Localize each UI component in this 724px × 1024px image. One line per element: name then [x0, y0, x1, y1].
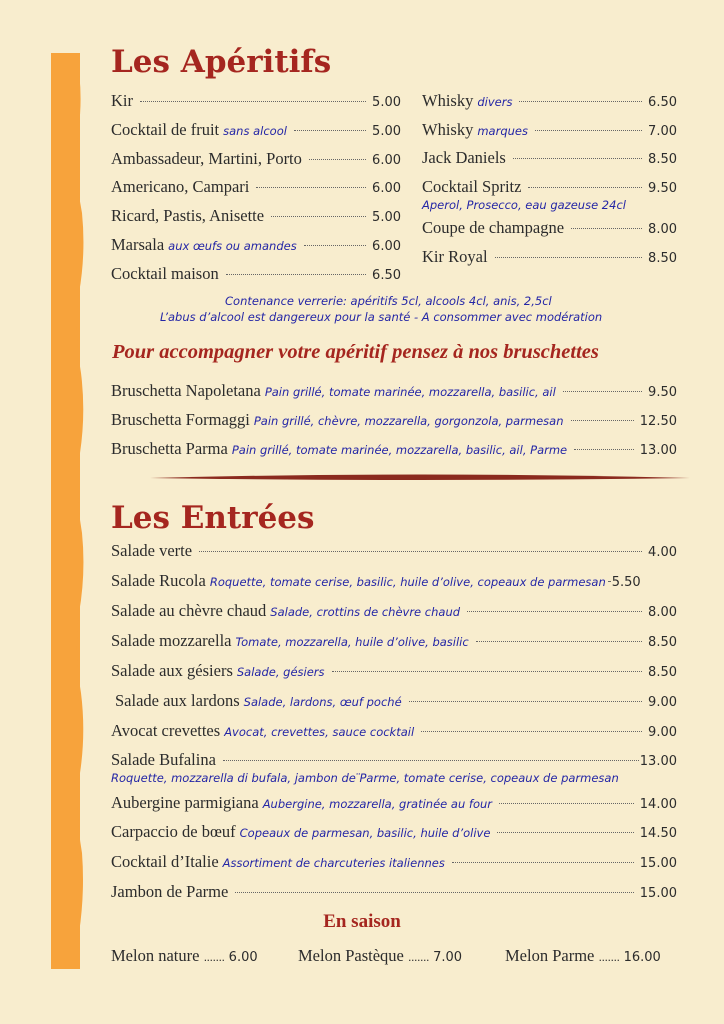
item-price: 14.50 [639, 826, 677, 841]
dot-leader [309, 159, 366, 160]
item-price: 5.00 [372, 210, 401, 225]
dot-leader [256, 187, 366, 188]
seasonal-item [111, 946, 258, 966]
menu-item [111, 177, 401, 197]
dot-leader [452, 862, 634, 863]
item-name: Whisky [422, 120, 474, 139]
item-name: Coupe de champagne [422, 218, 565, 237]
item-description: Assortiment de charcuteries italiennes [222, 856, 445, 870]
item-price: 4.00 [648, 545, 677, 560]
item-name: Salade aux gésiers [111, 661, 233, 680]
item-name: Avocat crevettes [111, 721, 221, 740]
menu-item [422, 247, 677, 267]
item-name: Cocktail maison [111, 264, 219, 283]
spritz-note: Aperol, Prosecco, eau gazeuse 24cl [422, 198, 626, 212]
menu-item [111, 661, 677, 681]
menu-item [111, 91, 401, 111]
menu-item [111, 541, 677, 561]
menu-item [111, 852, 677, 872]
dot-leader [563, 391, 642, 392]
menu-item [111, 793, 677, 813]
item-name: Melon nature [111, 946, 200, 965]
item-price: 8.50 [648, 251, 677, 266]
item-name: Salade au chèvre chaud [111, 601, 267, 620]
item-name: Bruschetta Napoletana [111, 381, 261, 400]
dot-leader [467, 611, 642, 612]
menu-item [111, 206, 401, 226]
item-price: 8.50 [648, 635, 677, 650]
item-price: 9.00 [648, 725, 677, 740]
item-description: Tomate, mozzarella, huile d’olive, basilic [235, 635, 469, 649]
dot-leader: ....... [598, 951, 620, 964]
item-name: Kir [111, 91, 133, 110]
item-price: 7.00 [433, 950, 463, 965]
item-price: 8.00 [648, 605, 677, 620]
item-price: 5.00 [372, 95, 401, 110]
alcohol-warning: L’abus d’alcool est dangereux pour la santé - A consommer avec modération [160, 310, 603, 324]
menu-item [111, 571, 677, 591]
item-price: 9.50 [648, 181, 677, 196]
menu-item [111, 410, 677, 430]
item-name: Cocktail de fruit [111, 120, 220, 139]
item-name: Whisky [422, 91, 474, 110]
saison-title: En saison [323, 911, 401, 932]
item-description: Salade, crottins de chèvre chaud [270, 605, 461, 619]
dot-leader [476, 641, 642, 642]
item-name: Salade verte [111, 541, 193, 560]
dot-leader [495, 257, 643, 258]
item-description: divers [477, 95, 513, 109]
item-name: Salade mozzarella [111, 631, 232, 650]
item-name: Salade aux lardons [115, 691, 240, 710]
dot-leader [571, 228, 642, 229]
dot-leader [304, 245, 366, 246]
bruschette-title: Pour accompagner votre apéritif pensez à nos bruschettes [112, 341, 599, 363]
item-name: Kir Royal [422, 247, 488, 266]
item-price: 5.00 [372, 124, 401, 139]
item-name: Americano, Campari [111, 177, 250, 196]
menu-item [111, 822, 677, 842]
menu-item [111, 264, 401, 284]
item-name: Ambassadeur, Martini, Porto [111, 149, 302, 168]
menu-item [422, 120, 677, 140]
dot-leader [226, 274, 366, 275]
dot-leader [528, 187, 642, 188]
item-price: 14.00 [639, 797, 677, 812]
menu-item [111, 439, 677, 459]
dot-leader [513, 158, 642, 159]
bufalina-note: Roquette, mozzarella di bufala, jambon de ̈Parme, tomate cerise, copeaux de parmesan [111, 771, 619, 785]
volume-note: Contenance verrerie: apéritifs 5cl, alcools 4cl, anis, 2,5cl [225, 294, 552, 308]
item-price: 13.00 [639, 754, 677, 769]
item-description: Pain grillé, tomate marinée, mozzarella, basilic, ail [264, 385, 556, 399]
menu-item [111, 601, 677, 621]
menu-item [422, 91, 677, 111]
item-name: Cocktail Spritz [422, 177, 522, 196]
item-name: Melon Pastèque [298, 946, 404, 965]
item-price: 5.50 [611, 575, 641, 590]
dot-leader: ....... [407, 951, 429, 964]
dot-leader [199, 551, 642, 552]
item-description: Aubergine, mozzarella, gratinée au four [262, 797, 492, 811]
item-name: Jack Daniels [422, 148, 506, 167]
menu-item [422, 218, 677, 238]
menu-item [111, 120, 401, 140]
dot-leader [499, 803, 634, 804]
item-description: Pain grillé, chèvre, mozzarella, gorgonzola, parmesan [253, 414, 564, 428]
item-name: Jambon de Parme [111, 882, 229, 901]
item-name: Melon Parme [505, 946, 595, 965]
item-name: Cocktail d’Italie [111, 852, 219, 871]
dot-leader [271, 216, 366, 217]
menu-item [111, 750, 677, 770]
wavy-edge [76, 53, 86, 969]
menu-item [111, 631, 677, 651]
item-price: 6.50 [372, 268, 401, 283]
item-name: Carpaccio de bœuf [111, 822, 236, 841]
dot-leader [409, 701, 642, 702]
dot-leader [421, 731, 642, 732]
dot-leader [574, 449, 634, 450]
dot-leader [223, 760, 639, 761]
item-price: 8.00 [648, 222, 677, 237]
item-price: 6.50 [648, 95, 677, 110]
seasonal-item [505, 946, 661, 966]
aperitifs-title: Les Apéritifs [111, 44, 332, 80]
item-description: Roquette, tomate cerise, basilic, huile d’olive, copeaux de parmesan [209, 575, 606, 589]
menu-item [111, 882, 677, 902]
dot-leader [608, 581, 610, 582]
dot-leader [294, 130, 366, 131]
item-price: 6.00 [372, 153, 401, 168]
item-name: Ricard, Pastis, Anisette [111, 206, 265, 225]
menu-item [422, 148, 677, 168]
dot-leader [140, 101, 366, 102]
item-price: 16.00 [623, 950, 661, 965]
dot-leader [497, 832, 633, 833]
menu-item [115, 691, 677, 711]
dot-leader [519, 101, 642, 102]
item-price: 8.50 [648, 665, 677, 680]
item-description: aux œufs ou amandes [168, 239, 297, 253]
item-price: 13.00 [639, 443, 677, 458]
item-price: 15.00 [639, 886, 677, 901]
item-description: Pain grillé, tomate marinée, mozzarella, basilic, ail, Parme [231, 443, 568, 457]
menu-item [111, 381, 677, 401]
item-name: Bruschetta Formaggi [111, 410, 250, 429]
item-description: Salade, lardons, œuf poché [243, 695, 402, 709]
item-description: marques [477, 124, 528, 138]
menu-item [111, 721, 677, 741]
item-description: sans alcool [223, 124, 287, 138]
item-price: 8.50 [648, 152, 677, 167]
item-price: 9.00 [648, 695, 677, 710]
item-price: 9.50 [648, 385, 677, 400]
seasonal-item [298, 946, 462, 966]
entrees-title: Les Entrées [111, 500, 315, 536]
menu-item [111, 235, 401, 255]
item-price: 6.00 [372, 181, 401, 196]
dot-leader [235, 892, 633, 893]
item-name: Salade Bufalina [111, 750, 216, 769]
item-description: Copeaux de parmesan, basilic, huile d’olive [239, 826, 491, 840]
menu-item [422, 177, 677, 197]
decorative-side-bar [51, 53, 80, 969]
item-description: Salade, gésiers [236, 665, 325, 679]
menu-item [111, 149, 401, 169]
section-divider [150, 473, 690, 481]
item-price: 12.50 [639, 414, 677, 429]
dot-leader [535, 130, 642, 131]
item-name: Salade Rucola [111, 571, 206, 590]
item-price: 6.00 [372, 239, 401, 254]
dot-leader [332, 671, 643, 672]
item-name: Marsala [111, 235, 165, 254]
item-description: Avocat, crevettes, sauce cocktail [224, 725, 415, 739]
dot-leader [571, 420, 634, 421]
dot-leader: ....... [203, 951, 225, 964]
item-price: 6.00 [228, 950, 258, 965]
item-name: Aubergine parmigiana [111, 793, 259, 812]
item-name: Bruschetta Parma [111, 439, 228, 458]
item-price: 7.00 [648, 124, 677, 139]
item-price: 15.00 [639, 856, 677, 871]
